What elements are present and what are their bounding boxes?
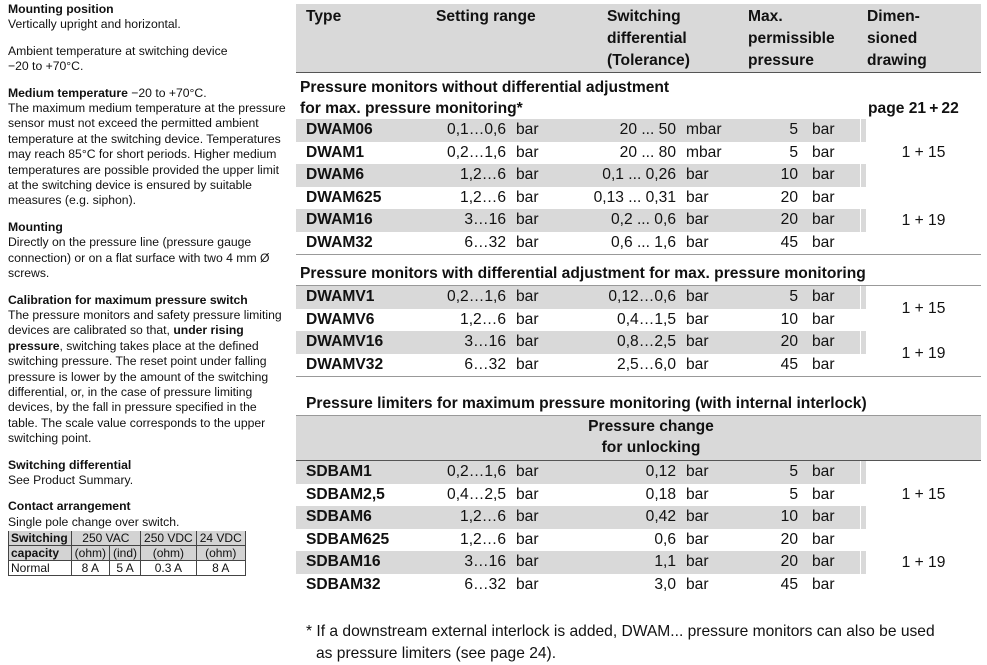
row-setting-range: 1,2…6 — [460, 530, 506, 548]
row-max-unit: bar — [812, 211, 835, 228]
row-setting-range: 6…32 — [464, 355, 506, 373]
row-diff-unit: bar — [686, 530, 709, 548]
column-divider — [860, 164, 861, 187]
row-type: DWAM625 — [306, 188, 382, 206]
mounting-position-body: Vertically upright and horizontal. — [8, 17, 181, 32]
row-max-unit: bar — [812, 333, 835, 350]
row-setting-range: 3…16 — [464, 211, 506, 228]
dimension-drawing: 1 + 19 — [866, 331, 981, 376]
row-max-unit: bar — [812, 166, 835, 183]
row-max-pressure: 10 — [780, 508, 798, 525]
medium-heading-tail: −20 to +70°C. — [127, 85, 207, 100]
column-divider — [860, 119, 861, 142]
section-1-line1: Pressure monitors without differential adjustment — [300, 79, 670, 96]
dimension-drawing: 1 + 15 — [866, 286, 981, 331]
row-max-pressure: 5 — [789, 288, 798, 305]
ambient-temperature — [8, 44, 288, 75]
cap-h1: Switching — [9, 531, 72, 546]
footnote — [306, 621, 986, 665]
row-range-unit: bar — [516, 143, 539, 161]
row-range-unit: bar — [516, 233, 539, 251]
row-type: SDBAM16 — [306, 553, 381, 570]
row-max-unit: bar — [812, 188, 835, 206]
cap-val: 8 A — [196, 561, 245, 576]
row-setting-range: 0,4…2,5 — [447, 485, 506, 503]
row-max-pressure: 20 — [780, 333, 798, 350]
row-max-unit: bar — [812, 288, 835, 305]
calibration-bold: under rising pressure — [8, 323, 244, 353]
column-divider — [860, 286, 861, 309]
row-setting-range: 6…32 — [464, 575, 506, 593]
row-type: DWAM32 — [306, 233, 373, 251]
row-type: SDBAM6 — [306, 508, 372, 525]
row-type: SDBAM32 — [306, 575, 381, 593]
row-setting-range: 1,2…6 — [460, 310, 506, 328]
group-3 — [296, 460, 981, 596]
calibration-heading: Calibration for maximum pressure switch — [8, 292, 248, 307]
row-max-unit: bar — [812, 485, 835, 503]
switching-differential — [8, 458, 288, 489]
column-divider — [860, 484, 861, 507]
switching-diff-body: See Product Summary. — [8, 472, 134, 487]
row-range-unit: bar — [516, 530, 539, 548]
row-type: SDBAM1 — [306, 463, 372, 480]
row-range-unit: bar — [516, 333, 539, 350]
row-diff-unit: bar — [686, 553, 709, 570]
row-max-pressure: 5 — [789, 463, 798, 480]
row-diff-unit: bar — [686, 310, 709, 328]
row-differential: 0,42 — [645, 508, 676, 525]
row-diff-unit: bar — [686, 333, 709, 350]
header-drawing: Dimen- sioned drawing — [867, 8, 927, 69]
row-differential: 0,18 — [645, 485, 676, 503]
row-diff-unit: bar — [686, 188, 709, 206]
section-1-line2: for max. pressure monitoring* page 21 + 22 — [300, 100, 959, 117]
footnote-line1: * If a downstream external interlock is added, DWAM... pressure monitors can also be used — [306, 623, 935, 640]
row-max-unit: bar — [812, 575, 835, 593]
dimension-drawing: 1 + 15 — [866, 119, 981, 187]
row-range-unit: bar — [516, 211, 539, 228]
cap-col1: 250 VAC — [71, 531, 140, 546]
section-3-header — [296, 415, 981, 460]
row-type: DWAM16 — [306, 211, 373, 228]
mounting-position-heading: Mounting position — [8, 2, 114, 16]
row-max-unit: bar — [812, 530, 835, 548]
cap-h2: capacity — [9, 546, 72, 561]
row-range-unit: bar — [516, 188, 539, 206]
mounting-body: Directly on the pressure line (pressure gauge connection) or on a flat surface with two 4 mm Ø screws. — [8, 235, 270, 281]
row-differential: 0,12 — [645, 463, 676, 480]
column-divider — [860, 331, 861, 354]
row-diff-unit: bar — [686, 211, 709, 228]
row-type: DWAMV1 — [306, 288, 375, 305]
row-setting-range: 3…16 — [464, 333, 506, 350]
row-max-pressure: 5 — [789, 143, 798, 161]
cap-col3: 24 VDC — [196, 531, 245, 546]
column-divider — [860, 187, 861, 210]
ambient-range: −20 to +70°C. — [8, 59, 84, 74]
column-divider — [860, 506, 861, 529]
row-differential: 3,0 — [654, 575, 676, 593]
section-2-title: Pressure monitors with differential adjustment for max. pressure monitoring — [300, 265, 866, 282]
column-divider — [860, 574, 861, 597]
ambient-text: Ambient temperature at switching device — [8, 43, 228, 58]
row-setting-range: 1,2…6 — [460, 188, 506, 206]
row-type: DWAMV16 — [306, 333, 384, 350]
column-divider — [860, 309, 861, 332]
column-divider — [860, 354, 861, 377]
row-differential: 2,5…6,0 — [617, 355, 676, 373]
row-max-unit: bar — [812, 233, 835, 251]
medium-body: The maximum medium temperature at the pressure sensor must not exceed the permitted ambient temperature at the switching device. Temperatures may reach 85°C for short periods. Higher medium temperatures are possible provided the upper limit at the switching device is ensured by suitable measures (e.g. siphon). — [8, 101, 286, 208]
row-max-unit: bar — [812, 553, 835, 570]
calibration-body-2: , switching takes place at the defined switching pressure. The reset point under falling pressure is lower by the amount of the switching differential, or, in the case of pressure limiting devices, by the fall in pressure specified in the table. The scale value corresponds to the upper switching point. — [8, 338, 269, 446]
row-range-unit: bar — [516, 166, 539, 183]
cap-row-label: Normal — [9, 561, 72, 576]
row-max-unit: bar — [812, 310, 835, 328]
footnote-line2: as pressure limiters (see page 24). — [316, 645, 557, 662]
row-diff-unit: bar — [686, 575, 709, 593]
calibration — [8, 293, 288, 447]
row-max-pressure: 10 — [780, 166, 798, 183]
row-type: DWAMV6 — [306, 310, 375, 328]
row-diff-unit: bar — [686, 355, 709, 373]
row-range-unit: bar — [516, 463, 539, 480]
medium-heading: Medium temperature — [8, 85, 128, 100]
mounting-heading: Mounting — [8, 219, 63, 234]
row-setting-range: 0,2…1,6 — [447, 463, 506, 480]
row-range-unit: bar — [516, 310, 539, 328]
row-max-pressure: 45 — [780, 233, 798, 251]
row-range-unit: bar — [516, 508, 539, 525]
column-divider — [860, 529, 861, 552]
row-max-pressure: 20 — [780, 188, 798, 206]
row-max-unit: bar — [812, 121, 835, 138]
contact-arrangement — [8, 499, 288, 576]
column-divider — [860, 461, 861, 484]
row-type: DWAMV32 — [306, 355, 384, 373]
row-type: DWAM06 — [306, 121, 373, 138]
row-diff-unit: mbar — [686, 143, 722, 161]
group-1 — [296, 119, 981, 254]
row-range-unit: bar — [516, 553, 539, 570]
table-header — [296, 4, 981, 73]
row-max-pressure: 45 — [780, 575, 798, 593]
row-max-unit: bar — [812, 463, 835, 480]
row-range-unit: bar — [516, 575, 539, 593]
row-differential: 0,6 — [654, 530, 676, 548]
dimension-drawing: 1 + 19 — [866, 187, 981, 255]
cap-val: 8 A — [71, 561, 109, 576]
row-diff-unit: bar — [686, 166, 709, 183]
cap-sub: (ind) — [110, 546, 141, 561]
row-diff-unit: bar — [686, 233, 709, 251]
row-max-pressure: 5 — [789, 121, 798, 138]
row-max-pressure: 10 — [780, 310, 798, 328]
section-3-title: Pressure limiters for maximum pressure monitoring (with internal interlock) — [306, 395, 867, 412]
row-diff-unit: mbar — [686, 121, 722, 138]
row-setting-range: 0,2…1,6 — [447, 143, 506, 161]
group-2 — [296, 285, 981, 376]
row-type: SDBAM625 — [306, 530, 390, 548]
row-differential: 0,2 ... 0,6 — [610, 211, 676, 228]
mounting — [8, 220, 288, 282]
row-differential: 0,6 ... 1,6 — [610, 233, 676, 251]
cap-sub: (ohm) — [71, 546, 109, 561]
row-diff-unit: bar — [686, 288, 709, 305]
row-type: DWAM1 — [306, 143, 365, 161]
row-max-unit: bar — [812, 508, 835, 525]
cap-sub: (ohm) — [196, 546, 245, 561]
row-max-pressure: 20 — [780, 211, 798, 228]
column-divider — [860, 142, 861, 165]
header-type: Type — [306, 8, 342, 25]
row-differential: 0,1 ... 0,26 — [602, 166, 676, 183]
row-max-pressure: 20 — [780, 530, 798, 548]
row-max-unit: bar — [812, 143, 835, 161]
row-differential: 0,4…1,5 — [617, 310, 676, 328]
row-max-pressure: 20 — [780, 553, 798, 570]
row-range-unit: bar — [516, 355, 539, 373]
contact-heading: Contact arrangement — [8, 499, 131, 514]
pressure-change-header: Pressure change for unlocking — [588, 418, 714, 456]
row-type: SDBAM2,5 — [306, 485, 385, 503]
row-max-pressure: 45 — [780, 355, 798, 373]
calibration-body-1: The pressure monitors and safety pressure limiting devices are calibrated so that, — [8, 307, 282, 338]
section-1-title — [296, 77, 981, 119]
header-setting-range: Setting range — [436, 8, 536, 25]
row-range-unit: bar — [516, 288, 539, 305]
row-max-pressure: 5 — [789, 485, 798, 503]
contact-body: Single pole change over switch. — [8, 514, 180, 529]
row-differential: 20 ... 80 — [619, 143, 676, 161]
column-divider — [860, 232, 861, 255]
column-divider — [860, 209, 861, 232]
row-range-unit: bar — [516, 485, 539, 503]
row-differential: 0,12…0,6 — [608, 288, 676, 305]
row-setting-range: 0,2…1,6 — [447, 288, 506, 305]
medium-temperature — [8, 86, 288, 209]
row-setting-range: 6…32 — [464, 233, 506, 251]
cap-col2: 250 VDC — [141, 531, 197, 546]
row-differential: 0,13 ... 0,31 — [593, 188, 676, 206]
row-range-unit: bar — [516, 121, 539, 138]
row-diff-unit: bar — [686, 485, 709, 503]
cap-sub: (ohm) — [141, 546, 197, 561]
row-diff-unit: bar — [686, 508, 709, 525]
row-setting-range: 1,2…6 — [460, 166, 506, 183]
row-setting-range: 3…16 — [464, 553, 506, 570]
row-diff-unit: bar — [686, 463, 709, 480]
mounting-position — [8, 2, 288, 33]
header-max: Max. permissible pressure — [748, 8, 835, 69]
row-max-unit: bar — [812, 355, 835, 373]
row-setting-range: 0,1…0,6 — [447, 121, 506, 138]
row-differential: 20 ... 50 — [619, 121, 676, 138]
left-column — [8, 2, 288, 576]
column-divider — [860, 551, 861, 574]
header-switching: Switching differential (Tolerance) — [607, 8, 690, 69]
switching-diff-heading: Switching differential — [8, 457, 132, 472]
capacity-table — [8, 531, 246, 576]
row-type: DWAM6 — [306, 166, 365, 183]
dimension-drawing: 1 + 15 — [866, 461, 981, 529]
cap-val: 0.3 A — [141, 561, 197, 576]
section-1-page: page 21 + 22 — [868, 100, 959, 117]
product-table — [296, 4, 981, 596]
row-differential: 1,1 — [654, 553, 676, 570]
dimension-drawing: 1 + 19 — [866, 529, 981, 597]
row-setting-range: 1,2…6 — [460, 508, 506, 525]
row-differential: 0,8…2,5 — [617, 333, 676, 350]
cap-val: 5 A — [110, 561, 141, 576]
